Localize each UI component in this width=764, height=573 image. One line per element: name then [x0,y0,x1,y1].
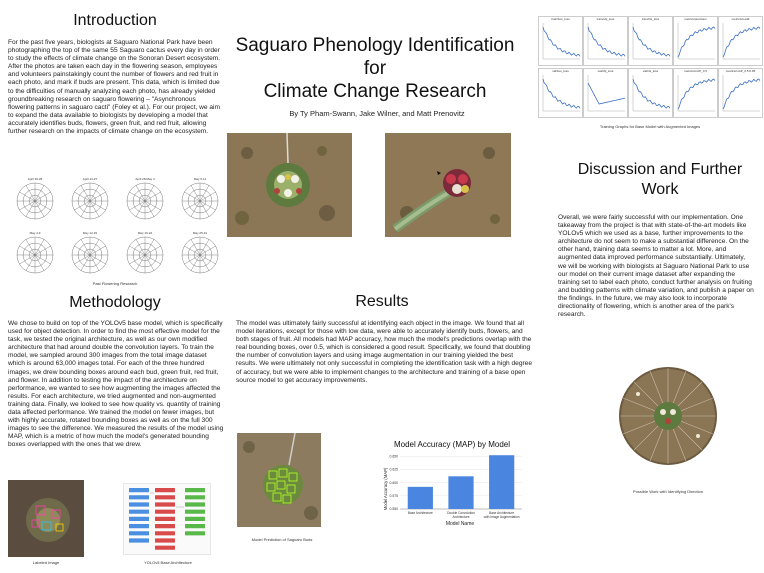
training-graph-panel [583,68,628,118]
poster-title [222,34,528,103]
methodology-heading: Methodology [69,294,161,311]
architecture-block [129,495,149,499]
architecture-block [155,524,175,528]
polar-chart-label: May 4-9 [29,231,41,235]
labeled-image [8,480,84,557]
architecture-caption: YOLOv5 Base Architecture [144,560,192,565]
direction-caption: Possible Work with Identifying Direction [633,489,703,494]
polar-chart [17,231,53,273]
chart-xlabel: Model Name [445,521,475,527]
training-graph-title: metrics/mAP_0.5:0.95 [725,69,756,73]
training-graph-panel [538,16,583,66]
polar-chart-label: May 25-31 [192,231,208,235]
architecture-block [155,546,175,550]
past-flowering-figure [8,178,226,284]
training-graphs [538,16,762,120]
bar [408,487,433,509]
training-graph-title: metrics/recall [731,17,750,21]
architecture-block [129,510,149,514]
training-graph-title: train/box_loss [551,17,570,21]
results-text: The model was ultimately fairly successful at identifying each object in the image. We found that all model iterations, except for those with low data, were able to accurately identify buds, flowers, and both stages of fruit. All models had MAP accuracy, how much the model's predictions overlap with the real bounding boxes, over 0.5, which is considered a good result. Specifically, we found that doubling the number of convolution layers and using image augmentation in our training yielded the best results. We were ultimately not only successful in completing the identification task with a high degree of accuracy, but we were able to implement changes to the architecture and training of a base open source model to get accuracy improvements. [236,320,533,384]
polar-chart-label: April 28-May 4 [135,178,155,181]
model-accuracy-chart [372,436,524,528]
y-tick-label: 0.650 [389,454,398,459]
y-tick-label: 0.550 [389,507,398,512]
architecture-block [155,495,175,499]
category-label: Base Architecture [407,511,433,515]
chart-title: Model Accuracy (MAP) by Model [393,440,511,449]
discussion-heading [568,160,752,200]
polar-chart [182,231,218,273]
architecture-block [155,488,175,492]
introduction-heading: Introduction [73,12,157,29]
polar-chart [17,178,53,219]
training-graph-title: train/obj_loss [596,17,615,21]
discussion-text: Overall, we were fairly successful with our implementation. One takeaway from the project is that with state-of-the-art models like YOLOv5 which we used as a base, further improvements to the architecture do not seem to make a substantial difference. On the other hand, training data seems to matter a lot. More, and augmented data improved performance substantially. Ultimately, we will be working with biologists at Saguaro National Park to use our model on their current image dataset after expanding the training set to label each photo, conduct further analysis on fruiting and budding patterns with climate variation, and publish a paper on the findings. In the future, we may also look to incorporate directionality of flowering, which is another area of the park's research. [558,214,754,319]
training-graph-title: val/box_loss [552,69,569,73]
polar-chart-label: May 16-24 [137,231,153,235]
category-label: Double Convolution Architecture [447,511,475,519]
chart-ylabel: Model Accuracy (MAP) [383,467,388,511]
training-graph-panel [673,16,718,66]
architecture-block [155,517,175,521]
architecture-block [185,488,205,492]
polar-chart-label: May 5-11 [193,178,207,181]
bar [448,476,473,509]
architecture-block [129,502,149,506]
architecture-block [129,524,149,528]
results-heading: Results [355,293,409,310]
architecture-block [155,538,175,542]
training-graph-title: metrics/precision [684,17,707,21]
architecture-block [185,510,205,514]
architecture-block [185,495,205,499]
architecture-block [129,538,149,542]
training-graph-title: val/obj_loss [597,69,614,73]
architecture-block [185,524,205,528]
title-line-3: Climate Change Research [263,81,487,102]
architecture-block [129,488,149,492]
training-graph-panel [673,68,718,118]
saguaro-photo-right [385,133,511,237]
training-graph-panel [718,68,763,118]
architecture-block [155,531,175,535]
architecture-block [129,517,149,521]
architecture-block [155,510,175,514]
architecture-block [155,502,175,506]
past-flowering-caption: Past Flowering Research [92,281,138,286]
polar-chart [72,178,108,219]
architecture-block [185,531,205,535]
bar [489,455,514,509]
title-line-1: Saguaro Phenology Identification [235,35,515,56]
architecture-block [185,517,205,521]
polar-chart-label: April 21-27 [82,178,98,181]
model-prediction-image [237,433,321,527]
training-graph-title: metrics/mAP_0.5 [684,69,707,73]
training-graph-panel [628,16,673,66]
architecture-block [185,502,205,506]
category-label: Base Architecture with Image Augmentation [483,511,520,519]
y-tick-label: 0.600 [389,480,398,485]
training-graph-panel [538,68,583,118]
training-graph-panel [583,16,628,66]
polar-chart [127,178,163,219]
training-graph-title: val/cls_loss [642,69,659,73]
y-tick-label: 0.575 [389,494,398,499]
introduction-text: For the past five years, biologists at Saguaro National Park have been photographing the top of the same 55 Saguaro cactus every day in order to study the effects of climate change on the Sonoran Desert ecosystem. After the photos are taken each day in the flowering season, employees and volunteers painstakingly count the number of flowers and red fruit in each photo, and mark if buds are present. This data, which is limited due to the difficulties of manually analyzing each photo, has already yielded groundbreaking research on saguaro flowering – "Asynchronous flowering patterns in saguaro cacti" (Foley et al.). For our project, we aim to expand the data available to biologists by developing a model that accurately identifies buds, flowers, green fruit, and red fruit, allowing further research on the impacts of climate change on the ecosystem. [8,39,221,136]
training-graphs-caption: Training Graphs for Base Model with Augmented Images [599,124,701,129]
methodology-text: We chose to build on top of the YOLOv5 base model, which is specifically used for object detection. In order to find the most effective model for the task, we tested the original architecture, as well as our own modified architecture that had around double the convolution layers. To train the model, we sampled around 300 images from the total image dataset which is around 63,000 images total. For each of the three hundred images, we drew bounding boxes around each bud, green fruit, red fruit, and flower. In addition to testing the impact of the architecture on performance, we wanted to see how augmenting the images affected the results. For each architecture, we tried augmented and non-augmented training data. Finally, we looked to see how quality vs. quantity of training data affected performance. We trained the model on fewer images, but with highly accurate, rotated bounding boxes as well as on the full 300 images to see the difference. We measured the results of the model using MAP, which is a metric of how much the model's generated bounding boxes overlapped with the ones that we drew. [8,320,224,449]
training-graph-panel [718,16,763,66]
training-graph-title: train/cls_loss [641,17,660,21]
saguaro-photo-left [227,133,352,237]
polar-chart-label: April 30-05 [27,178,43,181]
training-graph-panel [628,68,673,118]
labeled-image-caption: Labeled Image [32,560,60,565]
discussion-heading-line-2: Work [641,181,679,198]
polar-chart [182,178,218,219]
polar-chart-label: May 12-15 [82,231,98,235]
polar-chart [127,231,163,273]
yolov5-architecture-diagram [123,483,211,555]
title-line-2: for [363,58,387,79]
polar-chart [72,231,108,273]
direction-image [618,340,718,480]
y-tick-label: 0.625 [389,467,398,472]
architecture-block [129,531,149,535]
model-prediction-caption: Model Prediction of Saguaro Buds [251,537,313,542]
authors: By Ty Pham-Swann, Jake Wilner, and Matt Prenovitz [289,109,465,118]
discussion-heading-line-1: Discussion and Further [577,161,743,178]
